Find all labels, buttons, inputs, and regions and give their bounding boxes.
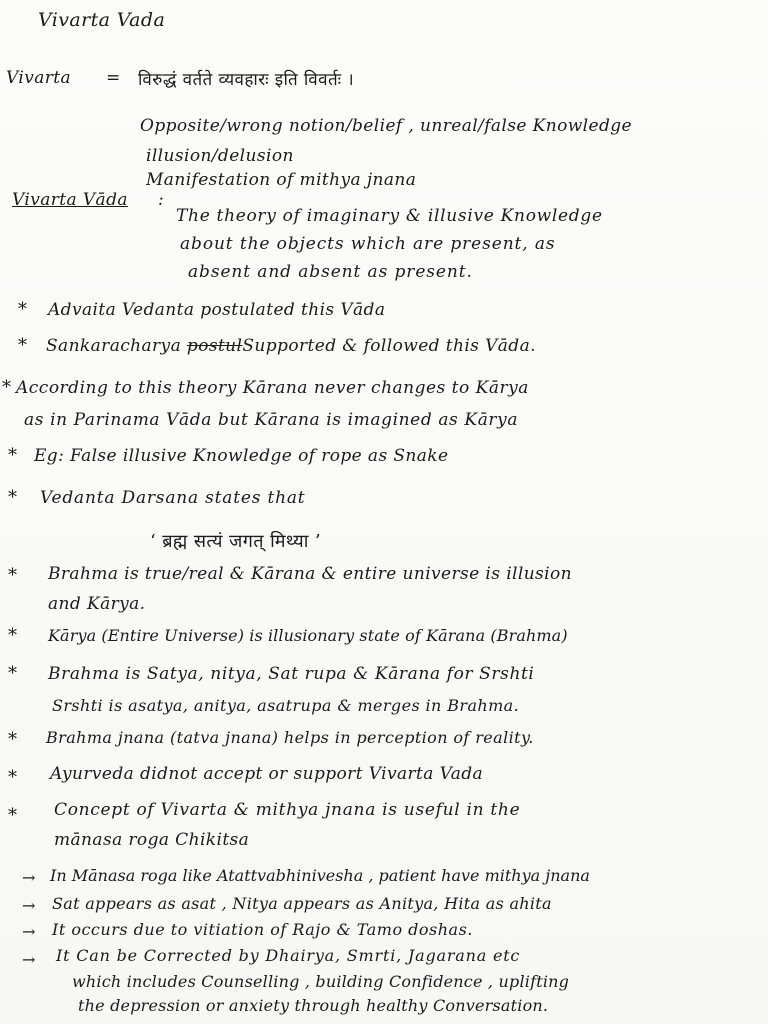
arrow-point-correction-line-1: It Can be Corrected by Dhairya, Smrti, Jagarana etc (56, 946, 521, 965)
arrow-symbol: → (22, 922, 36, 941)
arrow-point-doshas: It occurs due to vitiation of Rajo & Tamo doshas. (52, 920, 473, 939)
arrow-point-correction-line-3: the depression or anxiety through healthy Conversation. (78, 996, 549, 1015)
point-ayurveda: Ayurveda didnot accept or support Vivarta Vada (50, 764, 484, 784)
meaning-line-1: Opposite/wrong notion/belief , unreal/false Knowledge (140, 116, 633, 136)
bullet-symbol: * (18, 335, 27, 356)
meaning-line-3: Manifestation of mithya jnana (146, 170, 417, 190)
point-concept-line-1: Concept of Vivarta & mithya jnana is useful in the (54, 800, 521, 820)
bullet-symbol: * (8, 767, 17, 788)
bullet-symbol: * (8, 663, 17, 684)
arrow-symbol: → (22, 950, 36, 969)
vivarta-vada-colon: : (158, 190, 165, 210)
point-sankaracharya (46, 336, 536, 356)
vivarta-vada-line-1: The theory of imaginary & illusive Knowledge (176, 206, 603, 226)
bullet-symbol: * (8, 445, 17, 466)
point-sankaracharya-name: Sankaracharya (46, 336, 187, 356)
bullet-symbol: * (8, 565, 17, 586)
bullet-symbol: * (8, 625, 17, 646)
arrow-symbol: → (22, 896, 36, 915)
point-advaita: Advaita Vedanta postulated this Vāda (48, 300, 386, 320)
point-karana-line-1: According to this theory Kārana never changes to Kārya (16, 378, 529, 398)
vivarta-vada-line-3: absent and absent as present. (188, 262, 473, 282)
definition-equals: = (106, 68, 121, 88)
bullet-symbol: * (18, 299, 27, 320)
definition-term: Vivarta (6, 68, 72, 88)
sanskrit-quote: ‘ ब्रह्म सत्यं जगत् मिथ्या ’ (150, 531, 322, 552)
arrow-symbol: → (22, 868, 36, 887)
point-concept-line-2: mānasa roga Chikitsa (54, 830, 250, 850)
meaning-line-2: illusion/delusion (146, 146, 294, 166)
bullet-symbol: * (2, 377, 11, 398)
point-karya: Kārya (Entire Universe) is illusionary state of Kārana (Brahma) (48, 626, 568, 645)
vivarta-vada-label: Vivarta Vāda (12, 190, 128, 210)
arrow-point-sat-asat: Sat appears as asat , Nitya appears as Anitya, Hita as ahita (52, 894, 552, 913)
point-satya-line-1: Brahma is Satya, nitya, Sat rupa & Kārana for Srshti (48, 664, 535, 684)
bullet-symbol: * (8, 805, 17, 826)
point-brahma-line-2: and Kārya. (48, 594, 146, 614)
point-brahma-jnana: Brahma jnana (tatva jnana) helps in perception of reality. (46, 728, 534, 747)
arrow-point-correction-line-2: which includes Counselling , building Confidence , uplifting (72, 972, 570, 991)
arrow-point-manasa-roga: In Mānasa roga like Atattvabhinivesha , patient have mithya jnana (50, 866, 590, 885)
point-vedanta-darsana: Vedanta Darsana states that (40, 488, 306, 508)
point-karana-line-2: as in Parinama Vāda but Kārana is imagined as Kārya (24, 410, 519, 430)
point-satya-line-2: Srshti is asatya, anitya, asatrupa & merges in Brahma. (52, 696, 520, 715)
point-sankaracharya-rest: Supported & followed this Vāda. (242, 336, 536, 356)
bullet-symbol: * (8, 729, 17, 750)
page-title: Vivarta Vada (38, 9, 166, 31)
bullet-symbol: * (8, 487, 17, 508)
sanskrit-definition: विरुद्धं वर्तते व्यवहारः इति विवर्तः । (138, 70, 355, 90)
point-example: Eg: False illusive Knowledge of rope as Snake (34, 446, 449, 466)
struck-word: postul (186, 336, 243, 356)
point-brahma-line-1: Brahma is true/real & Kārana & entire universe is illusion (48, 564, 572, 584)
vivarta-vada-line-2: about the objects which are present, as (180, 234, 556, 254)
